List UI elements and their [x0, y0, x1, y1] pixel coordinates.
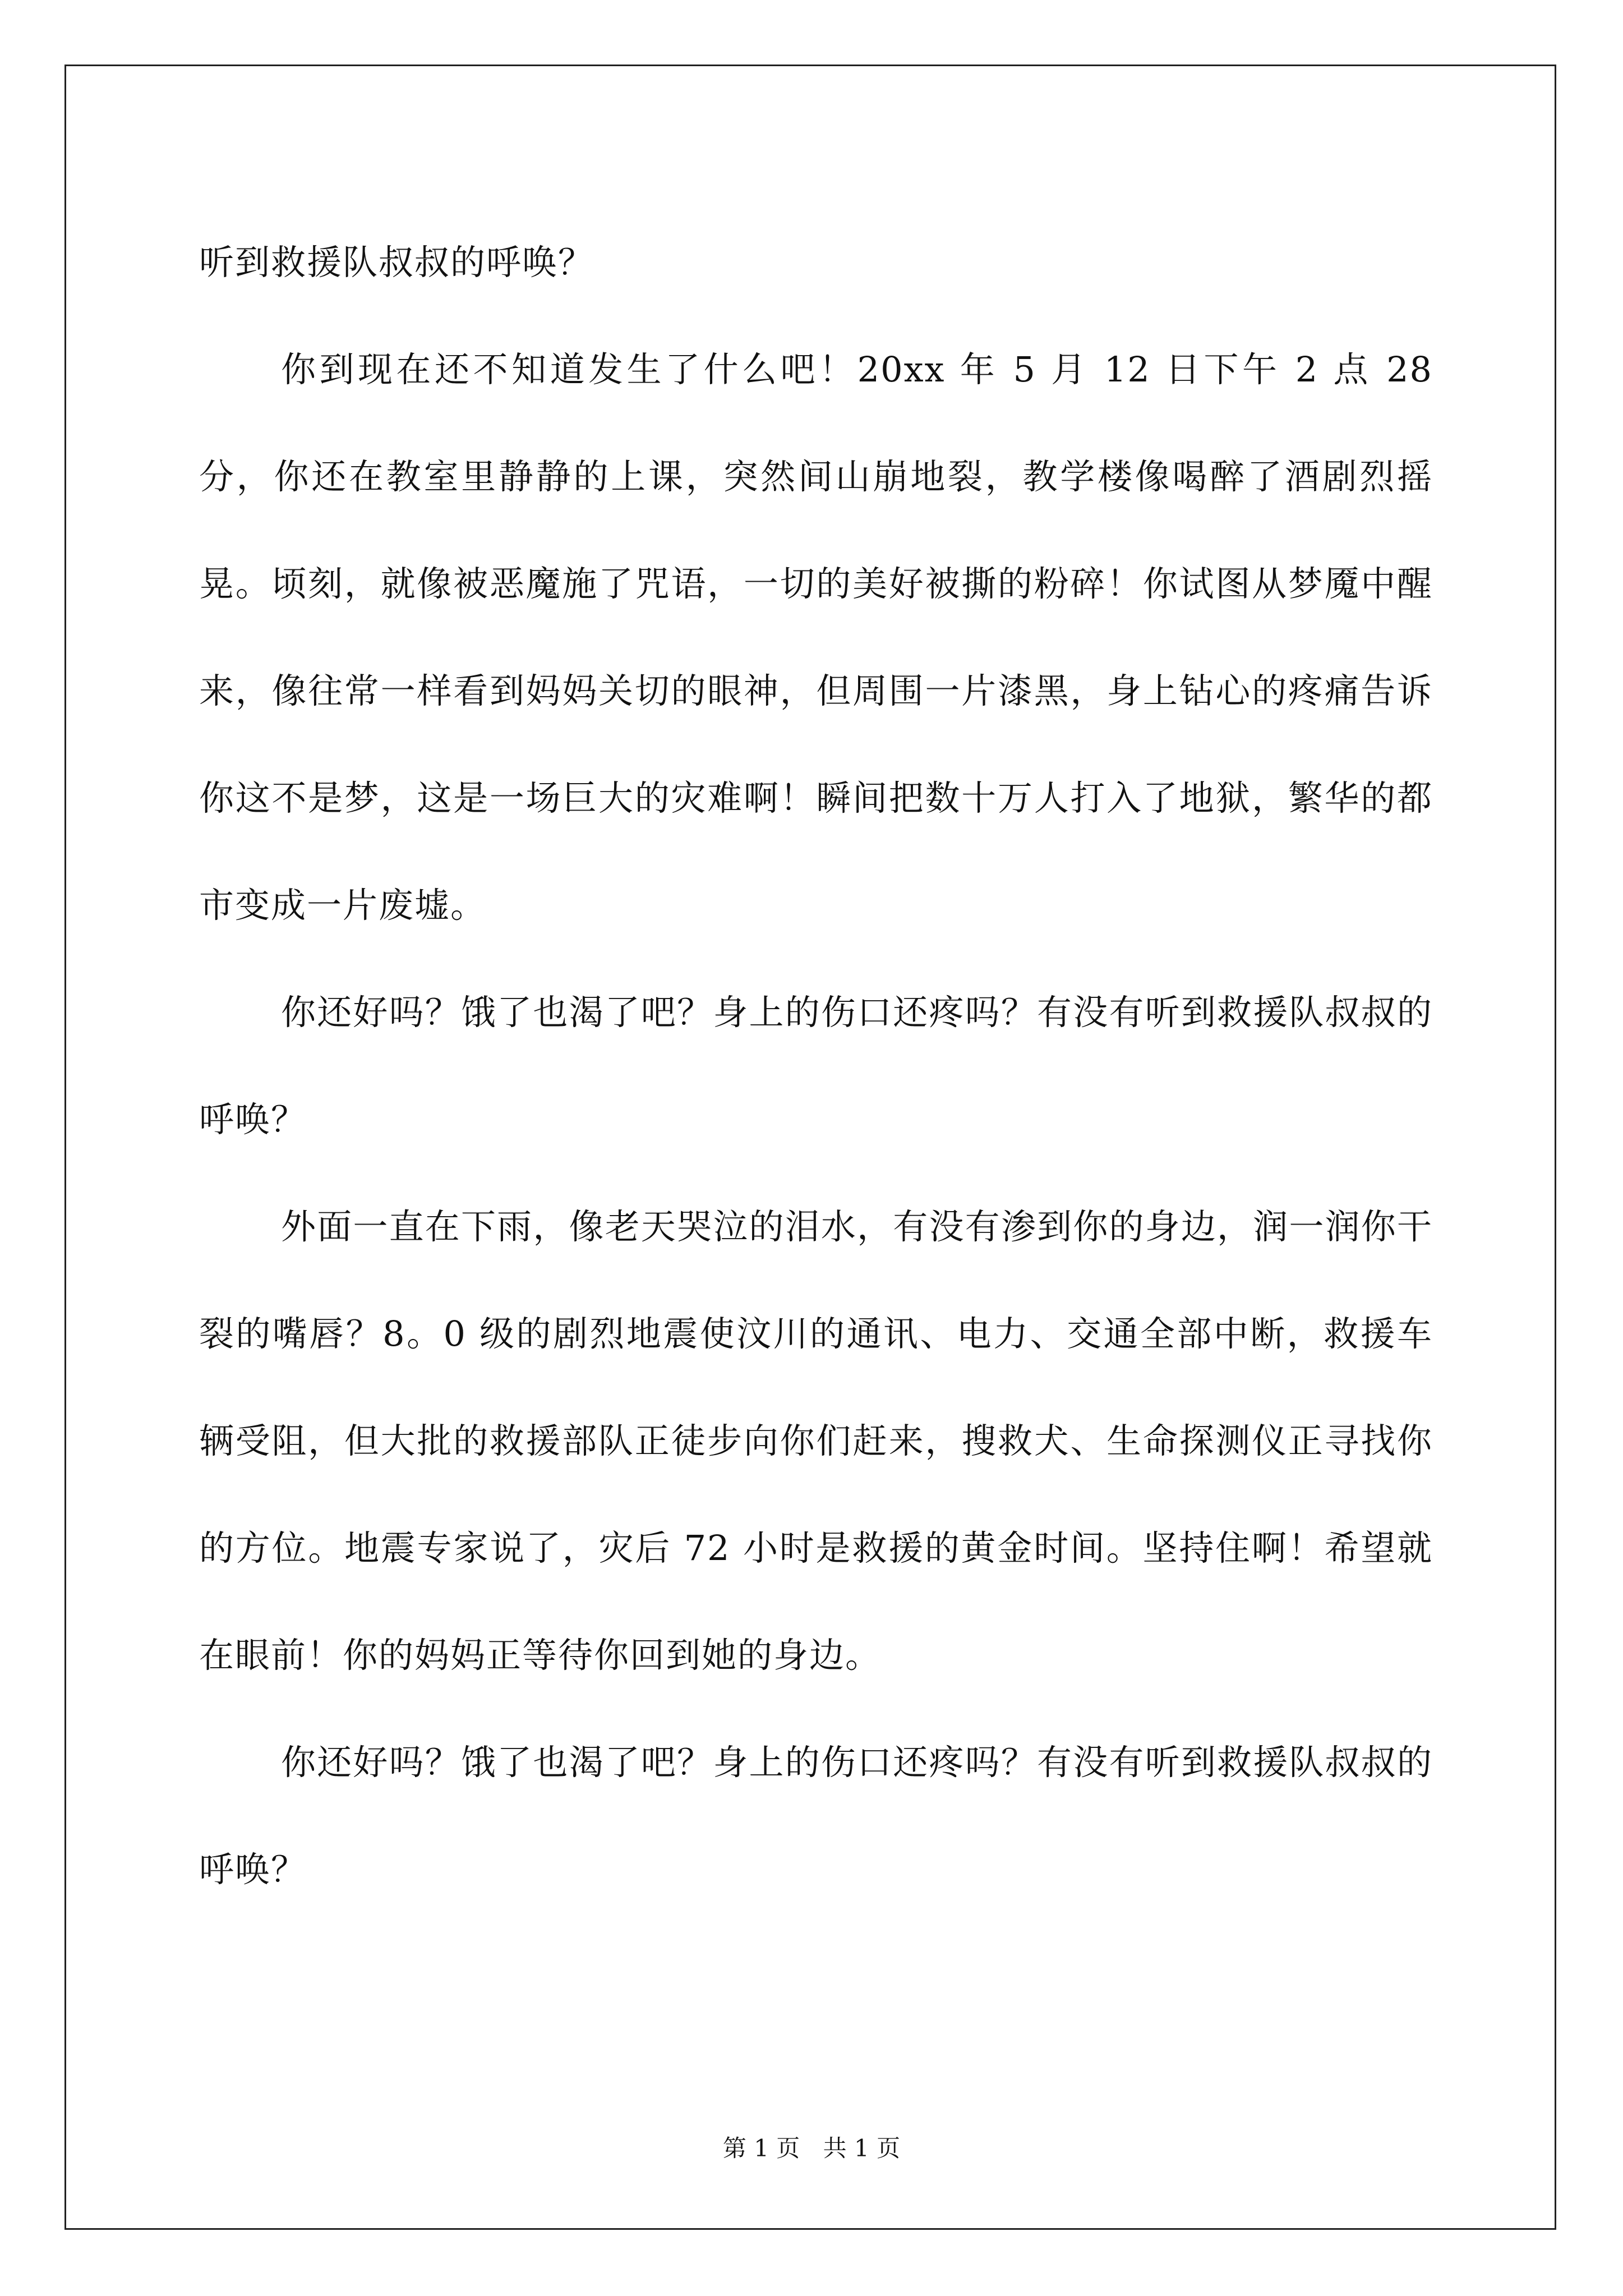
paragraph-continuation: 听到救援队叔叔的呼唤？ — [199, 242, 594, 283]
page-footer — [0, 2132, 1623, 2165]
document-body — [199, 209, 1433, 1923]
page-number: 第 1 页 — [722, 2134, 800, 2162]
page-total: 共 1 页 — [823, 2134, 901, 2162]
paragraph-refrain-2: 你还好吗？饿了也渴了吧？身上的伤口还疼吗？有没有听到救援队叔叔的呼唤？ — [199, 1742, 1433, 1890]
paragraph-refrain-1: 你还好吗？饿了也渴了吧？身上的伤口还疼吗？有没有听到救援队叔叔的呼唤？ — [199, 992, 1433, 1140]
paragraph-rescue-hope: 外面一直在下雨，像老天哭泣的泪水，有没有渗到你的身边，润一润你干裂的嘴唇？8。0 级的剧烈地震使汶川的通讯、电力、交通全部中断，救援车辆受阻，但大批的救援部队正徒步向你们赶来，搜救犬、生命探测仪正寻找你的方位。地震专家说了，灾后 72 小时是救援的黄金时间。坚持住啊！希望就在眼前！你的妈妈正等待你回到她的身边。 — [199, 1206, 1433, 1676]
paragraph-earthquake-account: 你到现在还不知道发生了什么吧！20xx 年 5 月 12 日下午 2 点 28 分，你还在教室里静静的上课，突然间山崩地裂，教学楼像喝醉了酒剧烈摇晃。顷刻，就像被恶魔施了咒语，一切的美好被撕的粉碎！你试图从梦魇中醒来，像往常一样看到妈妈关切的眼神，但周围一片漆黑，身上钻心的疼痛告诉你这不是梦，这是一场巨大的灾难啊！瞬间把数十万人打入了地狱，繁华的都市变成一片废墟。 — [199, 349, 1433, 926]
